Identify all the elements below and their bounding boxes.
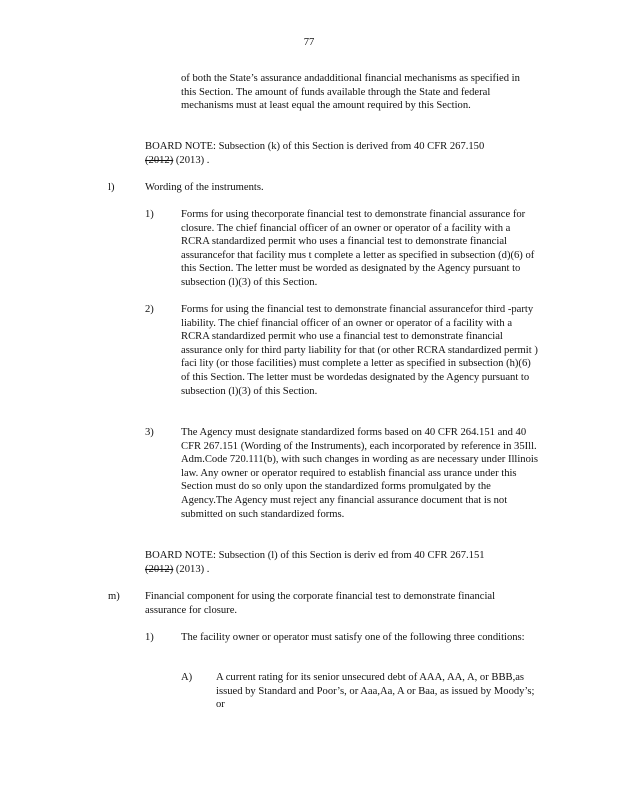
board-note-l xyxy=(145,549,535,576)
page-number: 77 xyxy=(303,37,315,48)
l-item-2-text: Forms for using the financial test to demonstrate financial assurancefor third -party liability. The chief financial officer of an owner or operator of a facility with a RCRA standardized permit who use a financial test to demonstrate financial assurance only for third party liability for that (or other RCRA standardized permit ) faci lity (or those facilities) must complete a letter as specified in subsection (h)(6) of this Section. The letter must be wordedas designated by the Agency pursuant to subsection (l)(3) of this Section. xyxy=(181,304,538,397)
section-m-title: Financial component for using the corporate financial test to demonstrate financial assurance for closure. xyxy=(145,591,496,616)
section-l-label: l) xyxy=(108,182,115,193)
m-sub-a-text: A current rating for its senior unsecured debt of AAA, AA, A, or BBB,as issued by Standard and Poor’s, or Aaa,Aa, A or Baa, as issued by Moody’s; or xyxy=(216,672,535,711)
m-item-1-text: The facility owner or operator must satisfy one of the following three conditions: xyxy=(181,632,525,643)
l-item-1-label: 1) xyxy=(145,209,154,220)
l-item-2-label: 2) xyxy=(145,304,154,315)
l-item-1-text: Forms for using thecorporate financial test to demonstrate financial assurance for closure. The chief financial officer of an owner or operator of a facility with a RCRA standardized permit who uses a financial test to demonstrate financial assurancefor that facility mus t complete a letter as specified in subsection (d)(6) of this Section. The letter must be worded as designated by the Agency pursuant to subsection (l)(3) of this Section. xyxy=(181,209,535,288)
board-note-l-suffix: (2013) . xyxy=(175,563,210,575)
board-note-k xyxy=(145,140,535,167)
m-item-1-label: 1) xyxy=(145,632,154,643)
section-l-title: Wording of the instruments. xyxy=(145,182,264,193)
board-note-k-suffix: (2013) . xyxy=(175,154,210,166)
section-m-label: m) xyxy=(108,591,120,602)
l-item-3-text: The Agency must designate standardized forms based on 40 CFR 264.151 and 40 CFR 267.151 (Wording of the Instruments), each incorporated by reference in 35Ill. Adm.Code 720.111(b), with such changes in wording as are necessary under Illinois law. Any owner or operator required to establish financial ass urance under this Section must do so only upon the standardized forms promulgated by the Agency.The Agency must reject any financial assurance document that is not submitted on such standardized forms. xyxy=(181,427,538,520)
board-note-k-text: BOARD NOTE: Subsection (k) of this Section is derived from 40 CFR 267.150 xyxy=(145,141,485,152)
board-note-l-struck: (2012) xyxy=(145,563,174,575)
board-note-k-struck: (2012) xyxy=(145,154,174,166)
l-item-3-label: 3) xyxy=(145,427,154,438)
board-note-l-text: BOARD NOTE: Subsection (l) of this Section is deriv ed from 40 CFR 267.151 xyxy=(145,550,485,561)
continuation-paragraph: of both the State’s assurance andadditional financial mechanisms as specified in this Section. The amount of funds available through the State and federal mechanisms must at least equal the amount required by this Section. xyxy=(181,73,520,112)
m-sub-a-label: A) xyxy=(181,672,193,683)
